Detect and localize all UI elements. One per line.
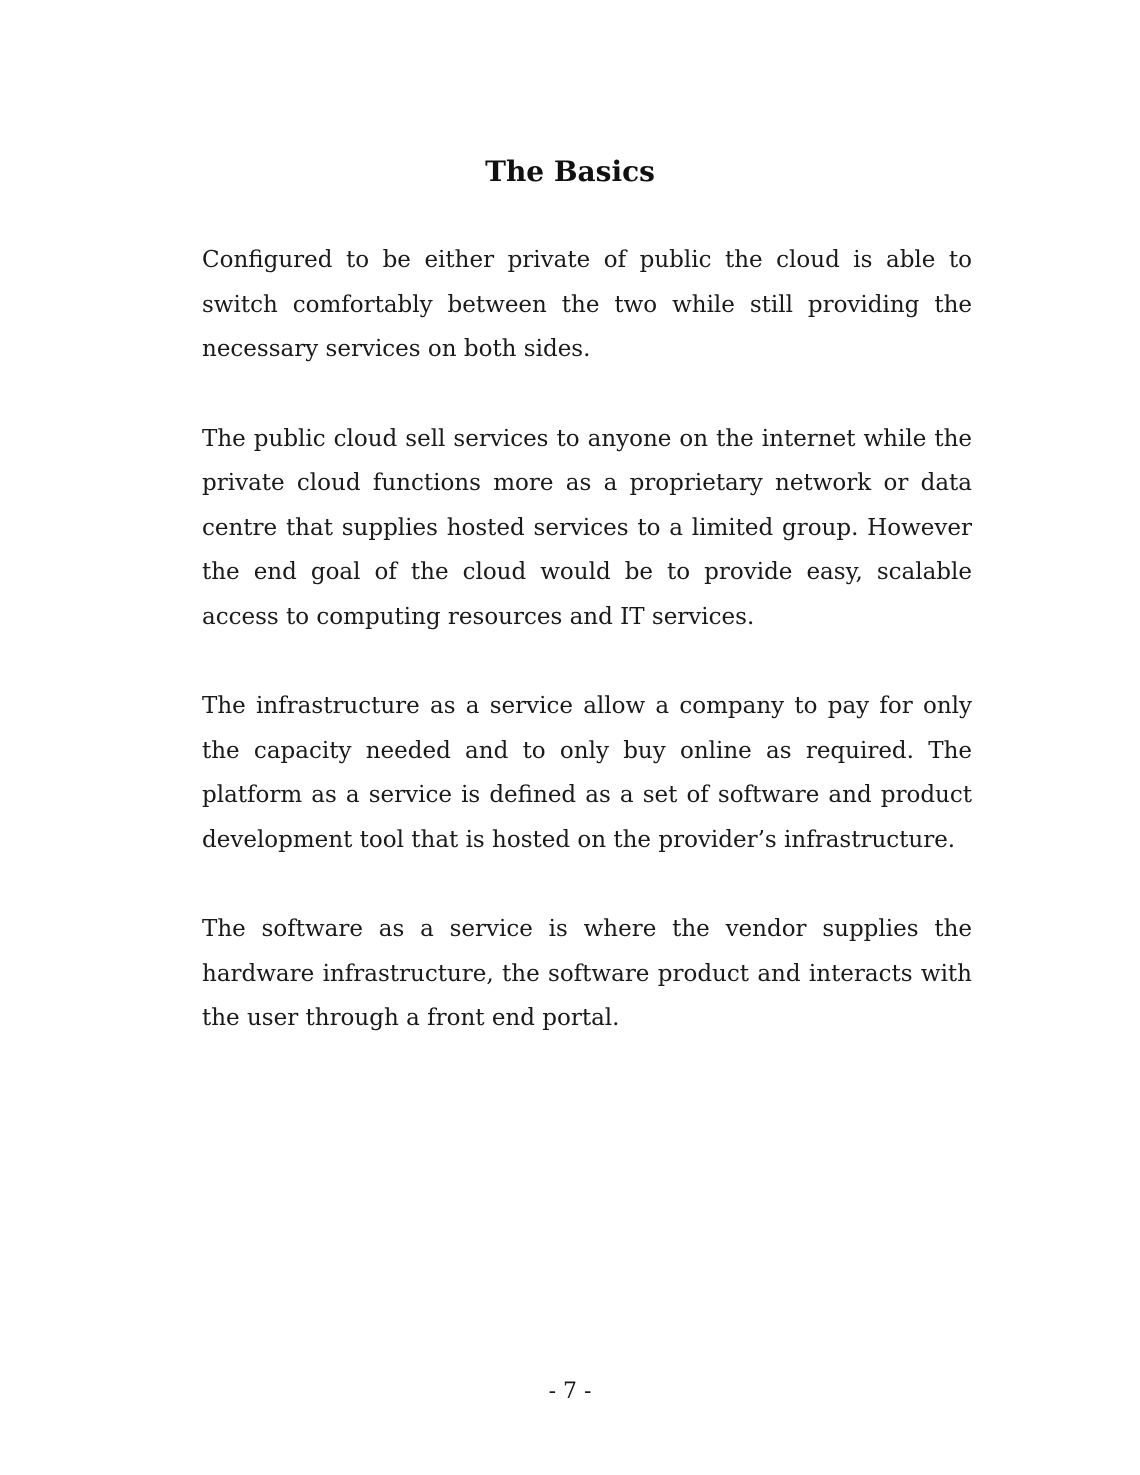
body-text — [202, 238, 972, 1086]
page-title: The Basics — [485, 155, 655, 188]
page-number: - 7 - — [548, 1379, 592, 1404]
paragraph-3: The infrastructure as a service allow a company to pay for only the capacity needed and to only buy online as required. The platform as a service is defined as a set of software and product development tool that is hosted on the provider’s infrastructure. — [202, 693, 972, 853]
paragraph-2: The public cloud sell services to anyone on the internet while the private cloud functions more as a proprietary network or data centre that supplies hosted services to a limited group. However the end goal of the cloud would be to provide easy, scalable access to computing resources and IT services. — [202, 425, 972, 630]
paragraph-1: Configured to be either private of public the cloud is able to switch comfortably between the two while still providing the necessary services on both sides. — [202, 247, 972, 362]
paragraph-4: The software as a service is where the vendor supplies the hardware infrastructure, the software product and interacts with the user through a front end portal. — [202, 916, 972, 1031]
